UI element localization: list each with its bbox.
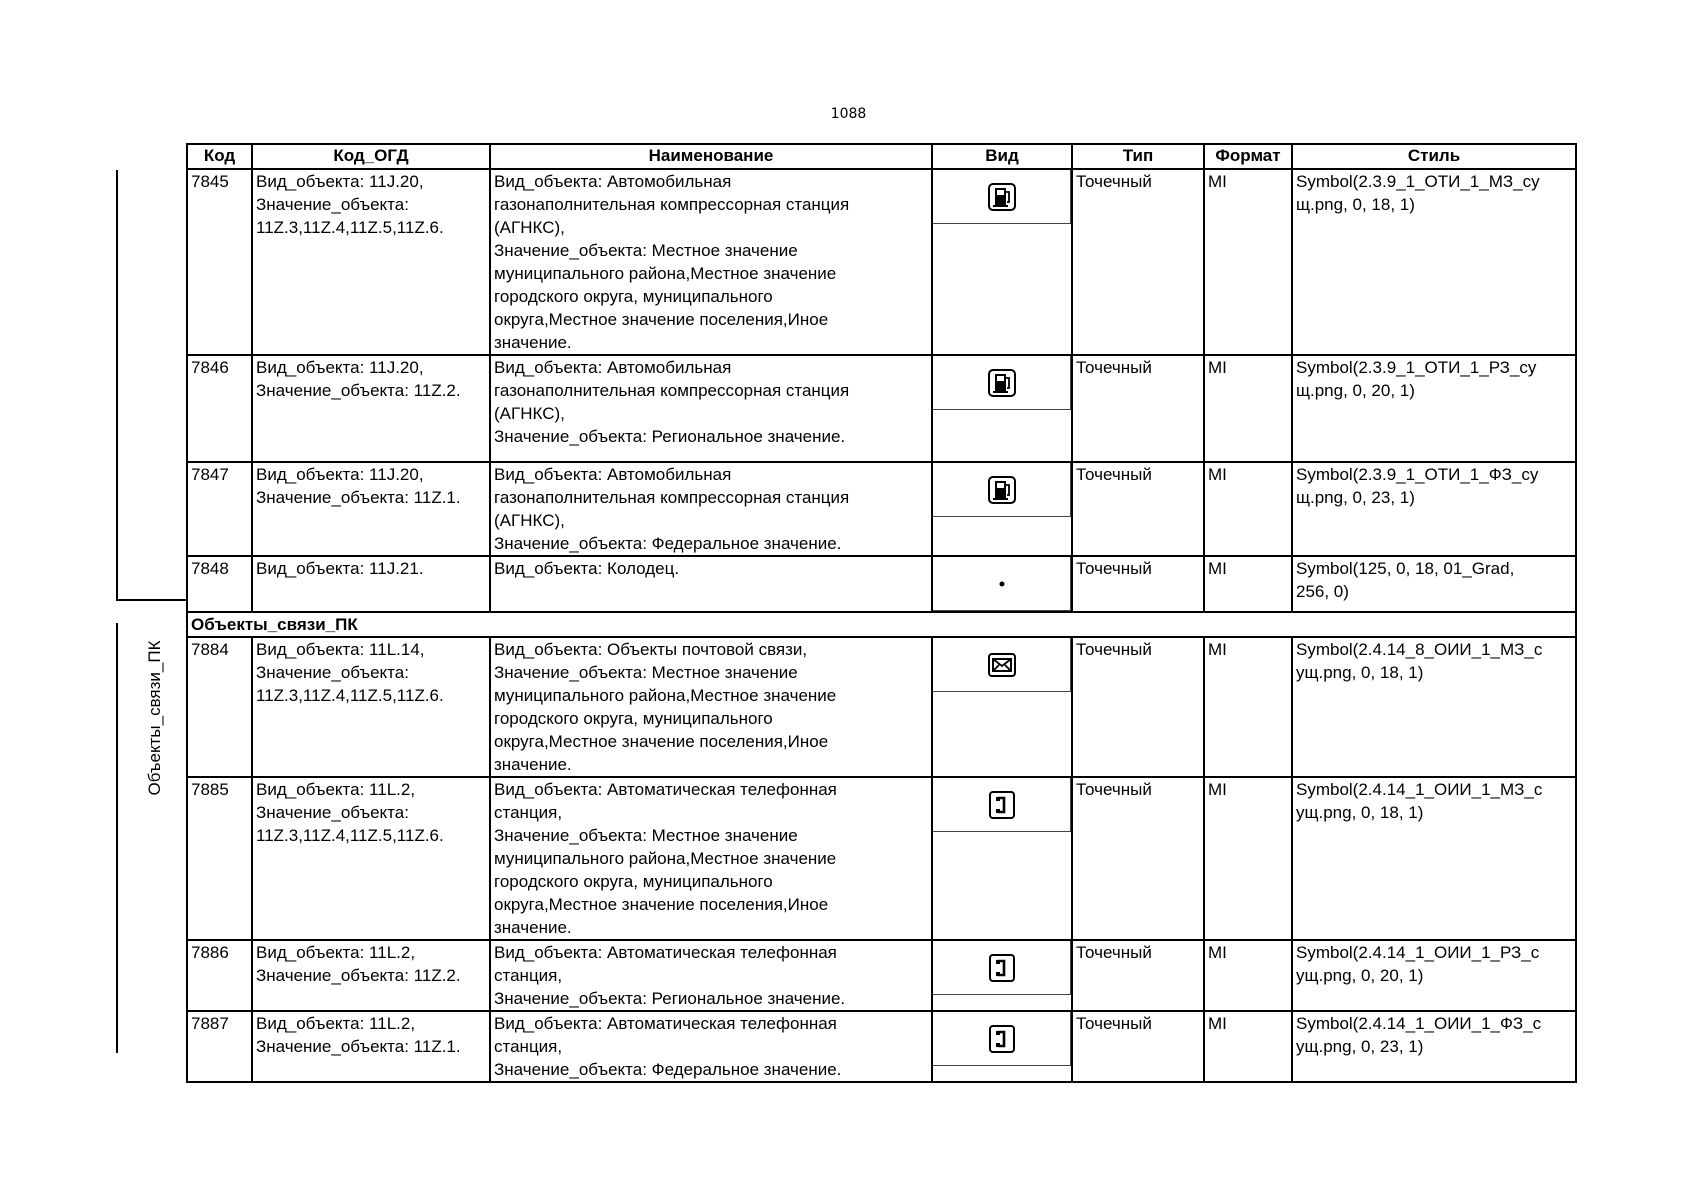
ogd-cell: Вид_объекта: 11J.20, Значение_объекта: 11Z.3,11Z.4,11Z.5,11Z.6. xyxy=(252,169,490,355)
view-cell xyxy=(932,940,1072,1011)
table-row xyxy=(187,1011,1576,1082)
view-cell xyxy=(932,777,1072,940)
table-row xyxy=(187,637,1576,777)
phone-icon xyxy=(933,1012,1071,1066)
type-cell: Точечный xyxy=(1072,777,1204,940)
table-row xyxy=(187,462,1576,556)
format-cell: MI xyxy=(1204,169,1292,355)
style-cell: Symbol(2.4.14_8_ОИИ_1_МЗ_с ущ.png, 0, 18, 1) xyxy=(1292,637,1576,777)
code-cell: 7886 xyxy=(187,940,252,1011)
ogd-cell: Вид_объекта: 11L.14, Значение_объекта: 11Z.3,11Z.4,11Z.5,11Z.6. xyxy=(252,637,490,777)
dot-icon xyxy=(933,557,1071,611)
envelope-icon xyxy=(933,638,1071,692)
name-cell: Вид_объекта: Автомобильная газонаполнительная компрессорная станция (АГНКС), Значение_объекта: Местное значение муниципального района,Местное значение городского округа, муниципального округа,Местное значение поселения,Иное значение. xyxy=(490,169,932,355)
section-row xyxy=(187,612,1576,637)
code-cell: 7884 xyxy=(187,637,252,777)
style-cell: Symbol(125, 0, 18, 01_Grad, 256, 0) xyxy=(1292,556,1576,612)
style-cell: Symbol(2.3.9_1_ОТИ_1_РЗ_су щ.png, 0, 20, 1) xyxy=(1292,355,1576,462)
col-header-format: Формат xyxy=(1204,144,1292,169)
name-cell: Вид_объекта: Автоматическая телефонная станция, Значение_объекта: Региональное значение. xyxy=(490,940,932,1011)
name-cell: Вид_объекта: Автоматическая телефонная станция, Значение_объекта: Федеральное значение. xyxy=(490,1011,932,1082)
side-section-label: Объекты_связи_ПК xyxy=(145,640,164,796)
symbol-table xyxy=(186,143,1577,1083)
code-cell: 7847 xyxy=(187,462,252,556)
name-cell: Вид_объекта: Автомобильная газонаполнительная компрессорная станция (АГНКС), Значение_объекта: Федеральное значение. xyxy=(490,462,932,556)
code-cell: 7885 xyxy=(187,777,252,940)
section-bracket-bottom xyxy=(116,623,118,1053)
section-header xyxy=(187,612,1576,637)
page-number: 1088 xyxy=(830,106,867,122)
view-cell xyxy=(932,462,1072,556)
col-header-view: Вид xyxy=(932,144,1072,169)
format-cell: MI xyxy=(1204,940,1292,1011)
style-cell: Symbol(2.4.14_1_ОИИ_1_МЗ_с ущ.png, 0, 18, 1) xyxy=(1292,777,1576,940)
ogd-cell: Вид_объекта: 11J.20, Значение_объекта: 11Z.2. xyxy=(252,355,490,462)
style-cell: Symbol(2.3.9_1_ОТИ_1_ФЗ_су щ.png, 0, 23, 1) xyxy=(1292,462,1576,556)
style-cell: Symbol(2.4.14_1_ОИИ_1_ФЗ_с ущ.png, 0, 23, 1) xyxy=(1292,1011,1576,1082)
table-body-bottom xyxy=(187,637,1576,1082)
format-cell: MI xyxy=(1204,462,1292,556)
type-cell: Точечный xyxy=(1072,940,1204,1011)
code-cell: 7846 xyxy=(187,355,252,462)
phone-icon xyxy=(933,941,1071,995)
gas-station-icon xyxy=(933,463,1071,517)
code-cell: 7845 xyxy=(187,169,252,355)
phone-icon xyxy=(933,778,1071,832)
format-cell: MI xyxy=(1204,777,1292,940)
name-cell: Вид_объекта: Автоматическая телефонная станция, Значение_объекта: Местное значение муниципального района,Местное значение городского округа, муниципального округа,Местное значение поселения,Иное значение. xyxy=(490,777,932,940)
table-row xyxy=(187,169,1576,355)
format-cell: MI xyxy=(1204,1011,1292,1082)
ogd-cell: Вид_объекта: 11L.2, Значение_объекта: 11Z.3,11Z.4,11Z.5,11Z.6. xyxy=(252,777,490,940)
col-header-code: Код xyxy=(187,144,252,169)
format-cell: MI xyxy=(1204,355,1292,462)
table-row xyxy=(187,556,1576,612)
type-cell: Точечный xyxy=(1072,355,1204,462)
col-header-ogd: Код_ОГД xyxy=(252,144,490,169)
ogd-cell: Вид_объекта: 11J.20, Значение_объекта: 11Z.1. xyxy=(252,462,490,556)
view-cell xyxy=(932,1011,1072,1082)
name-cell: Вид_объекта: Объекты почтовой связи, Значение_объекта: Местное значение муниципального района,Местное значение городского округа, муниципального округа,Местное значение поселения,Иное значение. xyxy=(490,637,932,777)
type-cell: Точечный xyxy=(1072,462,1204,556)
name-cell: Вид_объекта: Автомобильная газонаполнительная компрессорная станция (АГНКС), Значение_объекта: Региональное значение. xyxy=(490,355,932,462)
col-header-type: Тип xyxy=(1072,144,1204,169)
col-header-name: Наименование xyxy=(490,144,932,169)
type-cell: Точечный xyxy=(1072,556,1204,612)
type-cell: Точечный xyxy=(1072,169,1204,355)
gas-station-icon xyxy=(933,170,1071,224)
gas-station-icon xyxy=(933,356,1071,410)
view-cell xyxy=(932,637,1072,777)
view-cell xyxy=(932,556,1072,612)
table-row xyxy=(187,777,1576,940)
ogd-cell: Вид_объекта: 11L.2, Значение_объекта: 11Z.2. xyxy=(252,940,490,1011)
code-cell: 7887 xyxy=(187,1011,252,1082)
table-row xyxy=(187,940,1576,1011)
ogd-cell: Вид_объекта: 11J.21. xyxy=(252,556,490,612)
name-cell: Вид_объекта: Колодец. xyxy=(490,556,932,612)
format-cell: MI xyxy=(1204,637,1292,777)
ogd-cell: Вид_объекта: 11L.2, Значение_объекта: 11Z.1. xyxy=(252,1011,490,1082)
style-cell: Symbol(2.3.9_1_ОТИ_1_МЗ_су щ.png, 0, 18, 1) xyxy=(1292,169,1576,355)
table-body-top xyxy=(187,169,1576,612)
section-bracket-divider xyxy=(116,599,186,601)
col-header-style: Стиль xyxy=(1292,144,1576,169)
style-cell: Symbol(2.4.14_1_ОИИ_1_РЗ_с ущ.png, 0, 20, 1) xyxy=(1292,940,1576,1011)
type-cell: Точечный xyxy=(1072,637,1204,777)
view-cell xyxy=(932,355,1072,462)
format-cell: MI xyxy=(1204,556,1292,612)
view-cell xyxy=(932,169,1072,355)
code-cell: 7848 xyxy=(187,556,252,612)
table-row xyxy=(187,355,1576,462)
table-header-row xyxy=(187,144,1576,169)
type-cell: Точечный xyxy=(1072,1011,1204,1082)
section-title: Объекты_связи_ПК xyxy=(187,612,1576,637)
section-bracket-top xyxy=(116,170,118,600)
